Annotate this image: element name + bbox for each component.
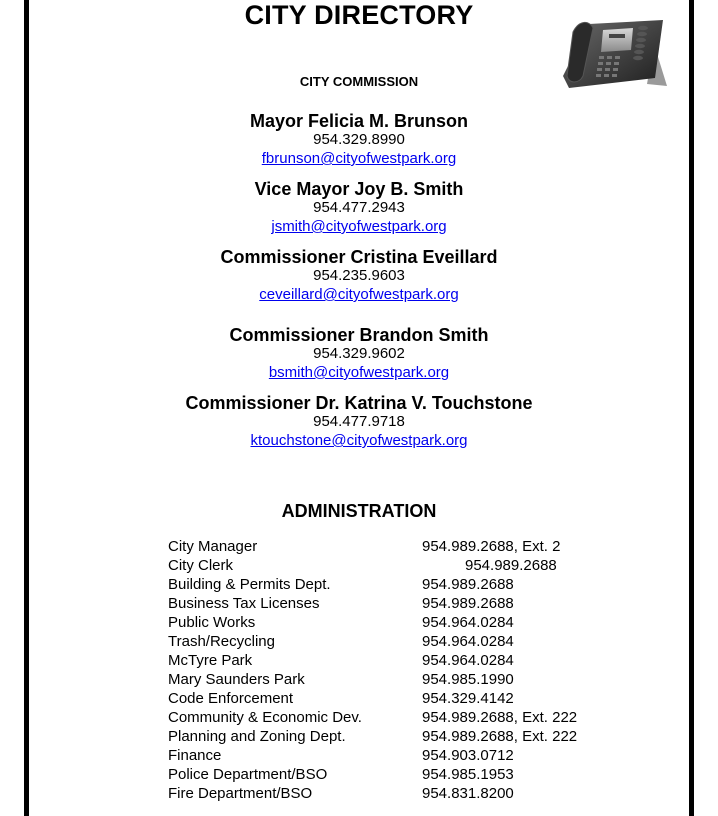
table-row — [168, 651, 577, 670]
department-label: Building & Permits Dept. — [168, 576, 331, 593]
department-phone: 954.989.2688, Ext. 222 — [422, 709, 578, 726]
directory-page — [24, 0, 694, 816]
commission-member — [29, 111, 689, 169]
table-row — [168, 537, 577, 556]
member-email-link[interactable]: ceveillard@cityofwestpark.org — [259, 286, 459, 303]
table-row — [168, 670, 577, 689]
department-phone: 954.964.0284 — [422, 614, 514, 631]
member-name: Commissioner Brandon Smith — [229, 325, 489, 345]
member-name: Vice Mayor Joy B. Smith — [254, 179, 464, 199]
department-label: Trash/Recycling — [168, 633, 275, 650]
department-label: Community & Economic Dev. — [168, 709, 362, 726]
administration-heading: ADMINISTRATION — [281, 501, 437, 521]
department-label: Mary Saunders Park — [168, 671, 305, 688]
member-name: Commissioner Dr. Katrina V. Touchstone — [185, 393, 533, 413]
department-label: Fire Department/BSO — [168, 785, 313, 802]
member-phone: 954.329.9602 — [313, 345, 405, 362]
department-phone: 954.989.2688 — [465, 557, 557, 574]
department-label: Police Department/BSO — [168, 766, 328, 783]
member-name: Mayor Felicia M. Brunson — [249, 111, 469, 131]
department-label: Public Works — [168, 614, 256, 631]
member-phone: 954.329.8990 — [313, 131, 405, 148]
department-phone: 954.985.1953 — [422, 766, 514, 783]
department-label: McTyre Park — [168, 652, 253, 669]
table-row — [168, 727, 577, 746]
department-phone: 954.903.0712 — [422, 747, 514, 764]
member-name: Commissioner Cristina Eveillard — [220, 247, 498, 267]
member-email-link[interactable]: ktouchstone@cityofwestpark.org — [250, 432, 468, 449]
commission-member — [29, 247, 689, 305]
commission-heading: CITY COMMISSION — [299, 74, 419, 89]
department-phone: 954.329.4142 — [422, 690, 514, 707]
department-phone: 954.989.2688, Ext. 222 — [422, 728, 578, 745]
table-row — [168, 689, 577, 708]
table-row — [168, 632, 577, 651]
department-label: Business Tax Licenses — [168, 595, 320, 612]
commission-member — [29, 393, 689, 451]
member-email-link[interactable]: jsmith@cityofwestpark.org — [271, 218, 447, 235]
commission-member — [29, 179, 689, 237]
table-row — [168, 594, 577, 613]
department-phone: 954.989.2688, Ext. 2 — [422, 538, 561, 555]
table-row — [168, 784, 577, 803]
department-label: City Clerk — [168, 557, 234, 574]
member-phone: 954.477.9718 — [313, 413, 405, 430]
table-row — [168, 613, 577, 632]
member-email-link[interactable]: bsmith@cityofwestpark.org — [268, 364, 450, 381]
department-phone: 954.989.2688 — [422, 576, 514, 593]
department-label: Planning and Zoning Dept. — [168, 728, 346, 745]
table-row — [168, 708, 577, 727]
department-label: Code Enforcement — [168, 690, 294, 707]
department-phone: 954.989.2688 — [422, 595, 514, 612]
member-email-link[interactable]: fbrunson@cityofwestpark.org — [261, 150, 457, 167]
department-label: Finance — [168, 747, 222, 764]
table-row — [168, 556, 577, 575]
table-row — [168, 746, 577, 765]
page-title: CITY DIRECTORY — [244, 0, 474, 30]
department-phone: 954.985.1990 — [422, 671, 514, 688]
commission-list — [29, 111, 689, 461]
member-phone: 954.235.9603 — [313, 267, 405, 284]
table-row — [168, 575, 577, 594]
administration-table — [168, 537, 577, 803]
table-row — [168, 765, 577, 784]
department-phone: 954.831.8200 — [422, 785, 514, 802]
commission-member — [29, 325, 689, 383]
member-phone: 954.477.2943 — [313, 199, 405, 216]
department-phone: 954.964.0284 — [422, 652, 514, 669]
department-label: City Manager — [168, 538, 258, 555]
department-phone: 954.964.0284 — [422, 633, 514, 650]
